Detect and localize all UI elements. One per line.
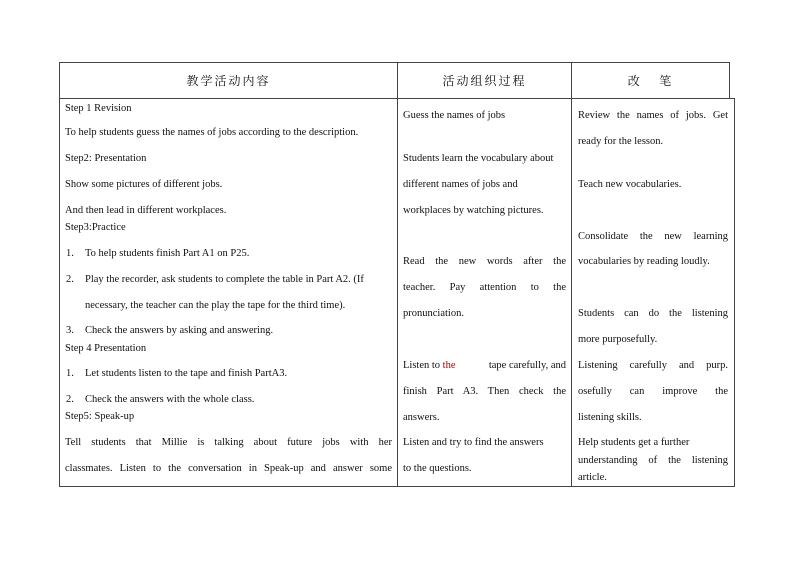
process-text: Listen and try to find the answers	[403, 437, 544, 448]
notes-text: listening skills.	[578, 412, 642, 423]
notes-text: article.	[578, 472, 607, 483]
table-border	[734, 98, 735, 486]
process-text-part: tape carefully, and	[486, 360, 566, 371]
step4-title: Step 4 Presentation	[65, 343, 147, 354]
list-item: Play the recorder, ask students to complete the table in Part A2. (If	[85, 274, 364, 285]
list-number: 2.	[66, 394, 74, 405]
notes-text: Help students get a further	[578, 437, 690, 448]
notes-text: osefully can improve the	[578, 386, 728, 397]
step1-title: Step 1 Revision	[65, 103, 132, 114]
process-text: Students learn the vocabulary about	[403, 153, 554, 164]
step2-text: And then lead in different workplaces.	[65, 205, 227, 216]
list-number: 1.	[66, 368, 74, 379]
notes-text: ready for the lesson.	[578, 136, 664, 147]
process-text: pronunciation.	[403, 308, 464, 319]
process-text	[403, 359, 566, 372]
table-border	[571, 62, 572, 486]
notes-text: Students can do the listening	[578, 308, 728, 319]
list-item: Let students listen to the tape and finish PartA3.	[85, 368, 288, 379]
notes-text: Teach new vocabularies.	[578, 179, 682, 190]
table-border	[729, 62, 730, 98]
notes-text: Listening carefully and purp.	[578, 360, 728, 371]
header-content: 教学活动内容	[186, 73, 271, 88]
step5-text: classmates. Listen to the conversation in Speak-up and answer some	[65, 463, 392, 474]
notes-text: vocabularies by reading loudly.	[578, 256, 710, 267]
process-text: answers.	[403, 412, 440, 423]
list-item: Check the answers with the whole class.	[85, 394, 255, 405]
notes-text: Consolidate the new learning	[578, 231, 728, 242]
step3-title: Step3:Practice	[65, 222, 126, 233]
process-text: finish Part A3. Then check the	[403, 386, 566, 397]
list-number: 3.	[66, 325, 74, 336]
process-text: different names of jobs and	[403, 179, 518, 190]
step2-title: Step2: Presentation	[65, 153, 147, 164]
table-border	[59, 486, 735, 487]
notes-text: more purposefully.	[578, 334, 658, 345]
step5-text: Tell students that Millie is talking about future jobs with her	[65, 437, 392, 448]
header-notes: 改 笔	[627, 73, 674, 88]
notes-text: understanding of the listening	[578, 455, 728, 466]
highlighted-word: the	[442, 360, 456, 371]
step5-title: Step5: Speak-up	[65, 411, 135, 422]
list-item: To help students finish Part A1 on P25.	[85, 248, 250, 259]
table-border	[59, 62, 60, 486]
step1-text: To help students guess the names of jobs according to the description.	[65, 127, 359, 138]
list-number: 2.	[66, 274, 74, 285]
process-text: to the questions.	[403, 463, 472, 474]
list-item: Check the answers by asking and answering.	[85, 325, 274, 336]
list-number: 1.	[66, 248, 74, 259]
process-text-part: Listen to	[403, 360, 443, 371]
table-border	[397, 62, 398, 486]
notes-text: Review the names of jobs. Get	[578, 110, 728, 121]
header-process: 活动组织过程	[442, 73, 527, 88]
process-text: Guess the names of jobs	[403, 110, 506, 121]
process-text: teacher. Pay attention to the	[403, 282, 566, 293]
step2-text: Show some pictures of different jobs.	[65, 179, 223, 190]
list-item: necessary, the teacher can the play the tape for the third time).	[85, 300, 346, 311]
process-text: workplaces by watching pictures.	[403, 205, 544, 216]
process-text: Read the new words after the	[403, 256, 566, 267]
